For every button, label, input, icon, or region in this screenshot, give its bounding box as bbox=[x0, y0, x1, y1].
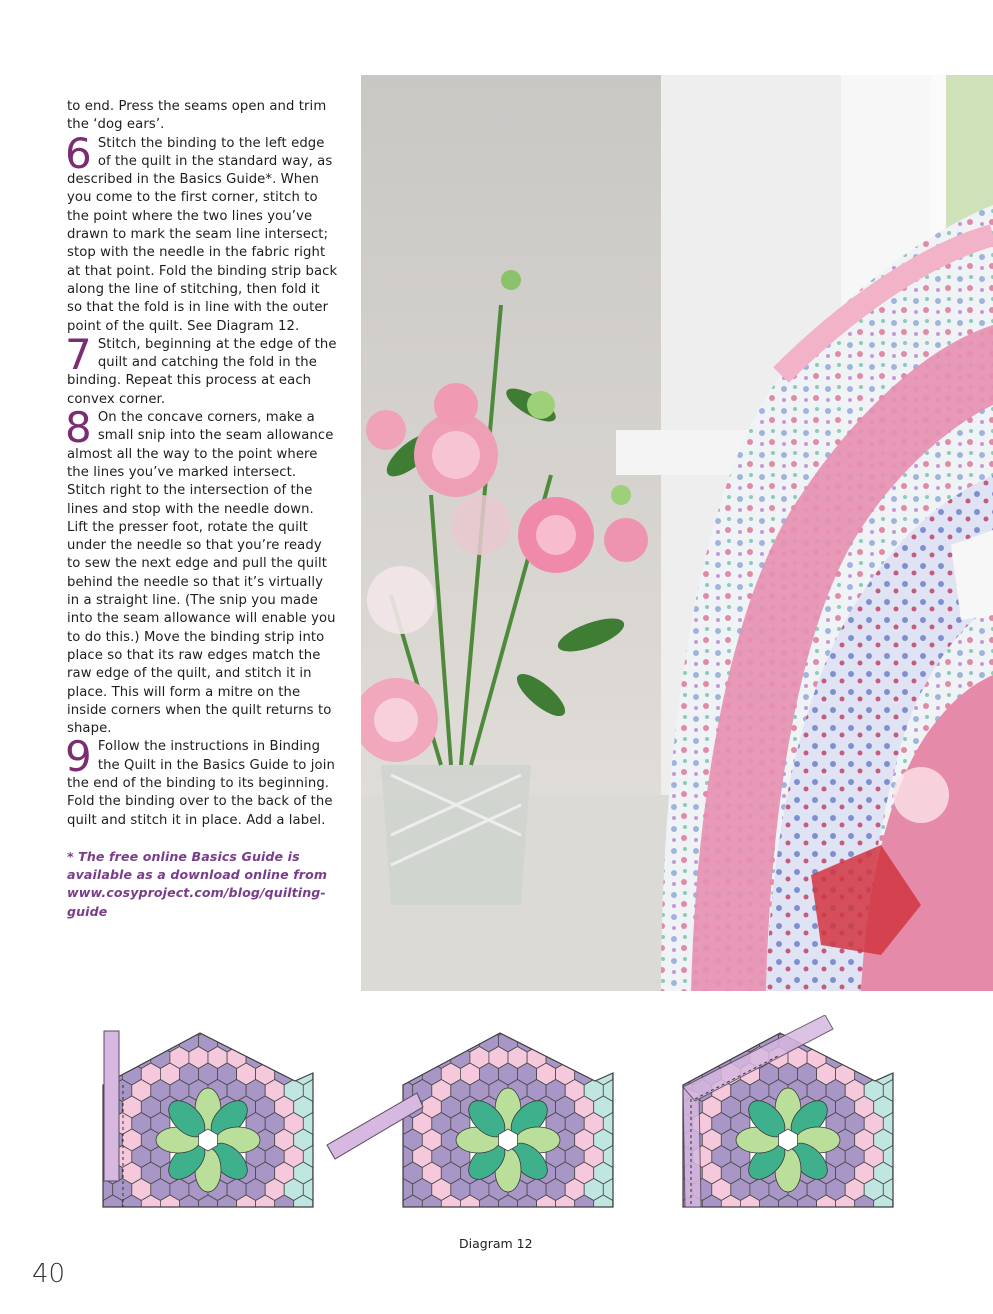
article-text-column bbox=[67, 98, 339, 921]
page-number: 40 bbox=[32, 1259, 66, 1289]
diagram-caption: Diagram 12 bbox=[459, 1236, 533, 1251]
intro-paragraph: to end. Press the seams open and trim the ‘dog ears’. bbox=[67, 99, 327, 133]
step-8 bbox=[65, 403, 339, 738]
diagram-panel-3 bbox=[588, 1015, 905, 1220]
step-number: 6 bbox=[65, 128, 92, 178]
step-number: 9 bbox=[65, 732, 92, 782]
step-text: On the concave corners, make a small snip into the seam allowance almost all the way to the point where the lines you’ve marked intersect. Stitch right to the intersection of the lines and stop with the needle down. Lift the presser foot, rotate the quilt under the needle so that you’re ready to sew the next edge and pull the quilt behind the needle so that it’s virtually in a straight line. (The snip you made into the seam allowance will enable you to do this.) Move the binding strip into place so that its raw edges match the raw edge of the quilt, and stitch it in place. This will form a mitre on the inside corners when the quilt returns to shape. bbox=[67, 410, 336, 737]
step-text: Follow the instructions in Binding the Quilt in the Basics Guide to join the end of the binding to its beginning. Fold the binding over to the back of the quilt and stitch it in place. Add a label. bbox=[67, 739, 335, 828]
diagram-12-illustrations bbox=[95, 1015, 905, 1220]
diagram-panel-1 bbox=[95, 1015, 418, 1220]
binding-strip bbox=[683, 1087, 701, 1207]
quilt-photo bbox=[361, 75, 993, 991]
step-number: 8 bbox=[65, 403, 92, 453]
step-9 bbox=[65, 732, 339, 829]
footnote: * The free online Basics Guide is available as a download online from www.cosyproject.com/blog/quilting-guide bbox=[67, 848, 328, 919]
diagram-12 bbox=[95, 1015, 905, 1220]
binding-strip bbox=[104, 1031, 119, 1181]
step-text: Stitch the binding to the left edge of the quilt in the standard way, as described in the Basics Guide*. When you come to the first corner, stitch to the point where the two lines you’ve drawn to mark the seam line intersect; stop with the needle in the fabric right at that point. Fold the binding strip back along the line of stitching, then fold it so that the fold is in line with the outer point of the quilt. See Diagram 12. bbox=[67, 135, 338, 334]
diagram-panel-2 bbox=[308, 1015, 718, 1220]
step-6 bbox=[65, 128, 339, 336]
step-number: 7 bbox=[65, 329, 92, 379]
step-text: Stitch, beginning at the edge of the quilt and catching the fold in the binding. Repeat this process at each convex corner. bbox=[67, 336, 337, 407]
step-7 bbox=[65, 329, 339, 409]
quilt-photo-illustration bbox=[361, 75, 993, 991]
